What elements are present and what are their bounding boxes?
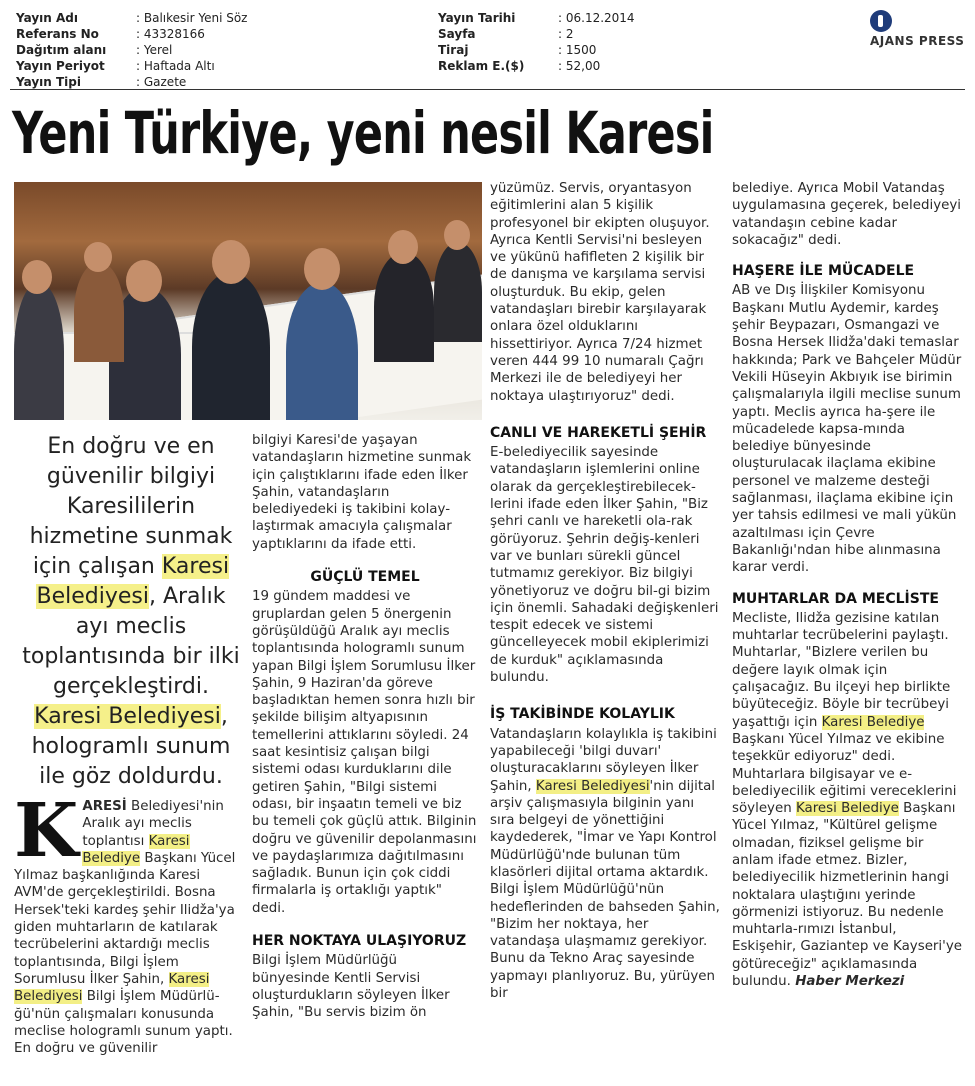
section-heading: İŞ TAKİBİNDE KOLAYLIK (490, 706, 675, 723)
meta-key: Referans No (16, 27, 99, 41)
text-highlight: Karesi Belediyesi (535, 778, 650, 794)
body-text: 'nin dijital arşiv çalışmasıyla bilginin yanı sıra belgeyi de yönettiğini kaydederek, "İmar ve Yapı Kontrol Müdürlüğü'nde bulunan tüm klasörleri dijital ortama aktardık. Bilgi İşlem Müdürlüğü'nün hedeflerinden de bahseden Şahin, "Bizim her noktaya, her vatandaşa ulaşmamız gerekiyor. Bunu da Tekno Araç sayesinde yapmayı planlıyoruz. Bu, yürüyen bir (490, 778, 720, 1002)
body-text: AB ve Dış İlişkiler Komisyonu Başkanı Mutlu Aydemir, kardeş şehir Beypazarı, Osmangazi ve Bosna Hersek Ilidža'daki temaslar hakkında; Park ve Bahçeler Müdür Vekili Hüseyin Akbıyık ise birimin çalışmalarıyla ilgili meclise sunum yaptı. Meclis ayrıca ha-şere ile mücadelede kapsa-mında belediye bünyesinde oluşturulacak ilaçlama ekibine personel ve malzeme desteği sağlanması, ilaçlama ekibine için yer tahsis edilmesi ve mali yükün azaltılması için Çevre Bakanlığı'ndan hibe alınmasına karar verdi. (732, 283, 962, 576)
meta-key: Yayın Tipi (16, 75, 81, 89)
section-heading: CANLI VE HAREKETLİ ŞEHİR (490, 424, 707, 441)
section-heading: HER NOKTAYA ULAŞIYORUZ (252, 933, 467, 950)
byline: Haber Merkezi (795, 974, 905, 990)
meeting-photo (14, 182, 482, 420)
lead-text: , Aralık ayı meclis toplantısında bir ilki gerçekleştirdi. (22, 584, 240, 699)
article-column-1 (14, 788, 242, 1057)
text-highlight: Karesi Belediye (82, 833, 190, 866)
meta-key: Reklam E.($) (438, 59, 525, 73)
meta-value: : Haftada Altı (136, 59, 215, 73)
body-text: Başkanı Yücel Yılmaz, "Kültürel gelişme olmadan, fiziksel gelişme bir anlam ifade etmez. Bizler, belediyecilik hizmetlerinin hangi noktalara ulaştığını yerinde görmenizi istiyoruz. Bu nedenle muhtarla-rımızı İstanbul, Eskişehir, Gaziantep ve Kayseri'ye götüreceğiz" açıklamasında bulundu. (732, 801, 963, 990)
section-heading: MUHTARLAR DA MECLİSTE (732, 590, 939, 607)
meta-value: : 52,00 (558, 59, 601, 73)
body-text: bilgiyi Karesi'de yaşayan vatandaşların hizmetine sunmak için çalıştıklarını ifade eden İlker Şahin, vatandaşların belediyedeki iş takibini kolay-laştırmak amacıyla çalışmalar yaptıklarını da ifade etti. (252, 433, 472, 552)
body-text: Mecliste, Ilidža gezisine katılan muhtarlar tecrübelerini paylaştı. Muhtarlar, "Bizlere verilen bu değere layık olmak için çalışacağız. Bu ilçeyi hep birlikte büyüteceğiz. Böyle bir tecrübeyi yaşattığı için (732, 610, 951, 730)
lead-text: , hologramlı sunum ile göz doldurdu. (31, 704, 231, 789)
lead-highlight: Karesi Belediyesi (34, 704, 221, 729)
body-text: Bilgi İşlem Müdürlü-ğü'nün çalışmaları konusunda meclise hologramlı sunum yaptı. En doğru ve güvenilir (14, 989, 233, 1057)
body-text: Bilgi İşlem Müdürlüğü bünyesinde Kentli Servisi oluşturdukların söyleyen İlker Şahin, "Bu servis bizim ön (252, 953, 450, 1021)
section-heading: GÜÇLÜ TEMEL (310, 569, 420, 586)
meta-key: Tiraj (438, 43, 469, 57)
article-lead (20, 432, 242, 792)
body-text: Başkanı Yücel Yılmaz başkanlığında Karesi AVM'de gerçekleştirildi. Bosna Hersek'teki kardeş şehir Ilidža'ya giden muhtarların de katılarak tecrübelerini aktardığı meclis toplantısında, Bilgi İşlem Sorumlusu İlker Şahin, (14, 850, 236, 987)
meta-value: : 06.12.2014 (558, 11, 635, 25)
meta-value: : Yerel (136, 43, 173, 57)
body-text: Vatandaşların kolaylıkla iş takibini yapabileceği 'bilgi duvarı' oluşturacaklarını söyleyen İlker Şahin, (490, 726, 717, 794)
logo-text: AJANS PRESS (870, 34, 965, 48)
body-text: 19 gündem maddesi ve gruplardan gelen 5 önergenin görüşüldüğü Aralık ayı meclis toplantısında hologramlı sunum yapan Bilgi İşlem Sorumlusu İlker Şahin, 9 Haziran'da göreve başladıktan hemen sonra hızlı bir şekilde bilişim altyapısının temellerini attıklarını söyledi. 24 saat kesintisiz çalışan bilgi sistemi odası kurduklarını dile getiren Şahin, "Bilgi sistemi odası, bir inşaatın temeli ve biz bu temeli çok güçlü attık. Bilginin doğru ve güvenilir depolanmasını ve paydaşlarımıza dağıtılmasını sağladık. Bunun için çok ciddi firmalarla iş ortaklığı yaptık" dedi. (252, 589, 477, 916)
body-text: Başkanı Yücel Yılmaz ve ekibine teşekkür ediyoruz" dedi. Muhtarlara bilgisayar ve e-belediyecilik eğitimi vereceklerini söyleyen (732, 731, 957, 817)
meta-key: Sayfa (438, 27, 476, 41)
meta-key: Dağıtım alanı (16, 43, 107, 57)
article-column-4 (732, 180, 962, 990)
article-headline: Yeni Türkiye, yeni nesil Karesi (12, 99, 714, 167)
lead-text: En doğru ve en güvenilir bilgiyi Karesililerin hizmetine sunmak için çalışan (29, 434, 233, 579)
meta-key: Yayın Periyot (16, 59, 105, 73)
text-highlight: Karesi Belediye (795, 801, 899, 817)
small-caps-text: ARESİ (82, 799, 127, 814)
meta-value: : Gazete (136, 75, 187, 89)
text-highlight: Karesi Belediye (821, 714, 925, 730)
article-column-3 (490, 180, 720, 1002)
body-text: E-belediyecilik sayesinde vatandaşların işlemlerini online olarak da gerçekleştirebilecek-lerini ifade eden İlker Şahin, "Biz şehri canlı ve hareketli ola-rak görüyoruz. Şehrin değiş-kenleri var ve bunları sürekli güncel tutmamız gerekiyor. Biz bilgiyi yönetiyoruz ve doğru bil-gi bizim için önemli. Sahadaki değişkenleri tespit edecek ve sistemi güncelleyecek mobil ekiplerimizi de kurduk" açıklamasında bulundu. (490, 445, 719, 686)
lead-highlight: Karesi Belediyesi (36, 554, 230, 609)
text-highlight: Karesi Belediyesi (14, 971, 210, 1005)
meta-value: : 43328166 (136, 27, 205, 41)
header-divider (10, 89, 965, 90)
ajans-press-logo-icon (870, 10, 892, 32)
meta-key: Yayın Tarihi (438, 11, 516, 25)
body-text: yüzümüz. Servis, oryantasyon eğitimlerini alan 5 kişilik profesyonel bir ekipten oluşuyor. Ayrıca Kentli Servisi'ni besleyen ve yükünü hafifleten 2 kişilik bir de danışma ve karşılama servisi oluşturduk. Bu ekip, gelen vatandaşları birebir karşılayarak onlara özel olduklarını hissettiriyor. Ayrıca 7/24 hizmet veren 444 99 10 numaralı Çağrı Merkezi ile de belediyeyi her noktaya ulaştırıyoruz" dedi. (490, 181, 710, 404)
section-heading: HAŞERE İLE MÜCADELE (732, 263, 915, 280)
ajans-press-logo (868, 8, 964, 50)
article-column-2 (252, 432, 478, 1022)
meta-value: : 2 (558, 27, 574, 41)
body-text: Belediyesi'nin Aralık ayı meclis toplantısı (82, 799, 224, 849)
meta-value: : 1500 (558, 43, 597, 57)
body-text: belediye. Ayrıca Mobil Vatandaş uygulamasına geçerek, belediyeyi vatandaşın cebine kadar sokacağız" dedi. (732, 181, 962, 248)
meta-key: Yayın Adı (16, 11, 78, 25)
meta-value: : Balıkesir Yeni Söz (136, 11, 248, 25)
drop-cap: K (14, 788, 79, 874)
